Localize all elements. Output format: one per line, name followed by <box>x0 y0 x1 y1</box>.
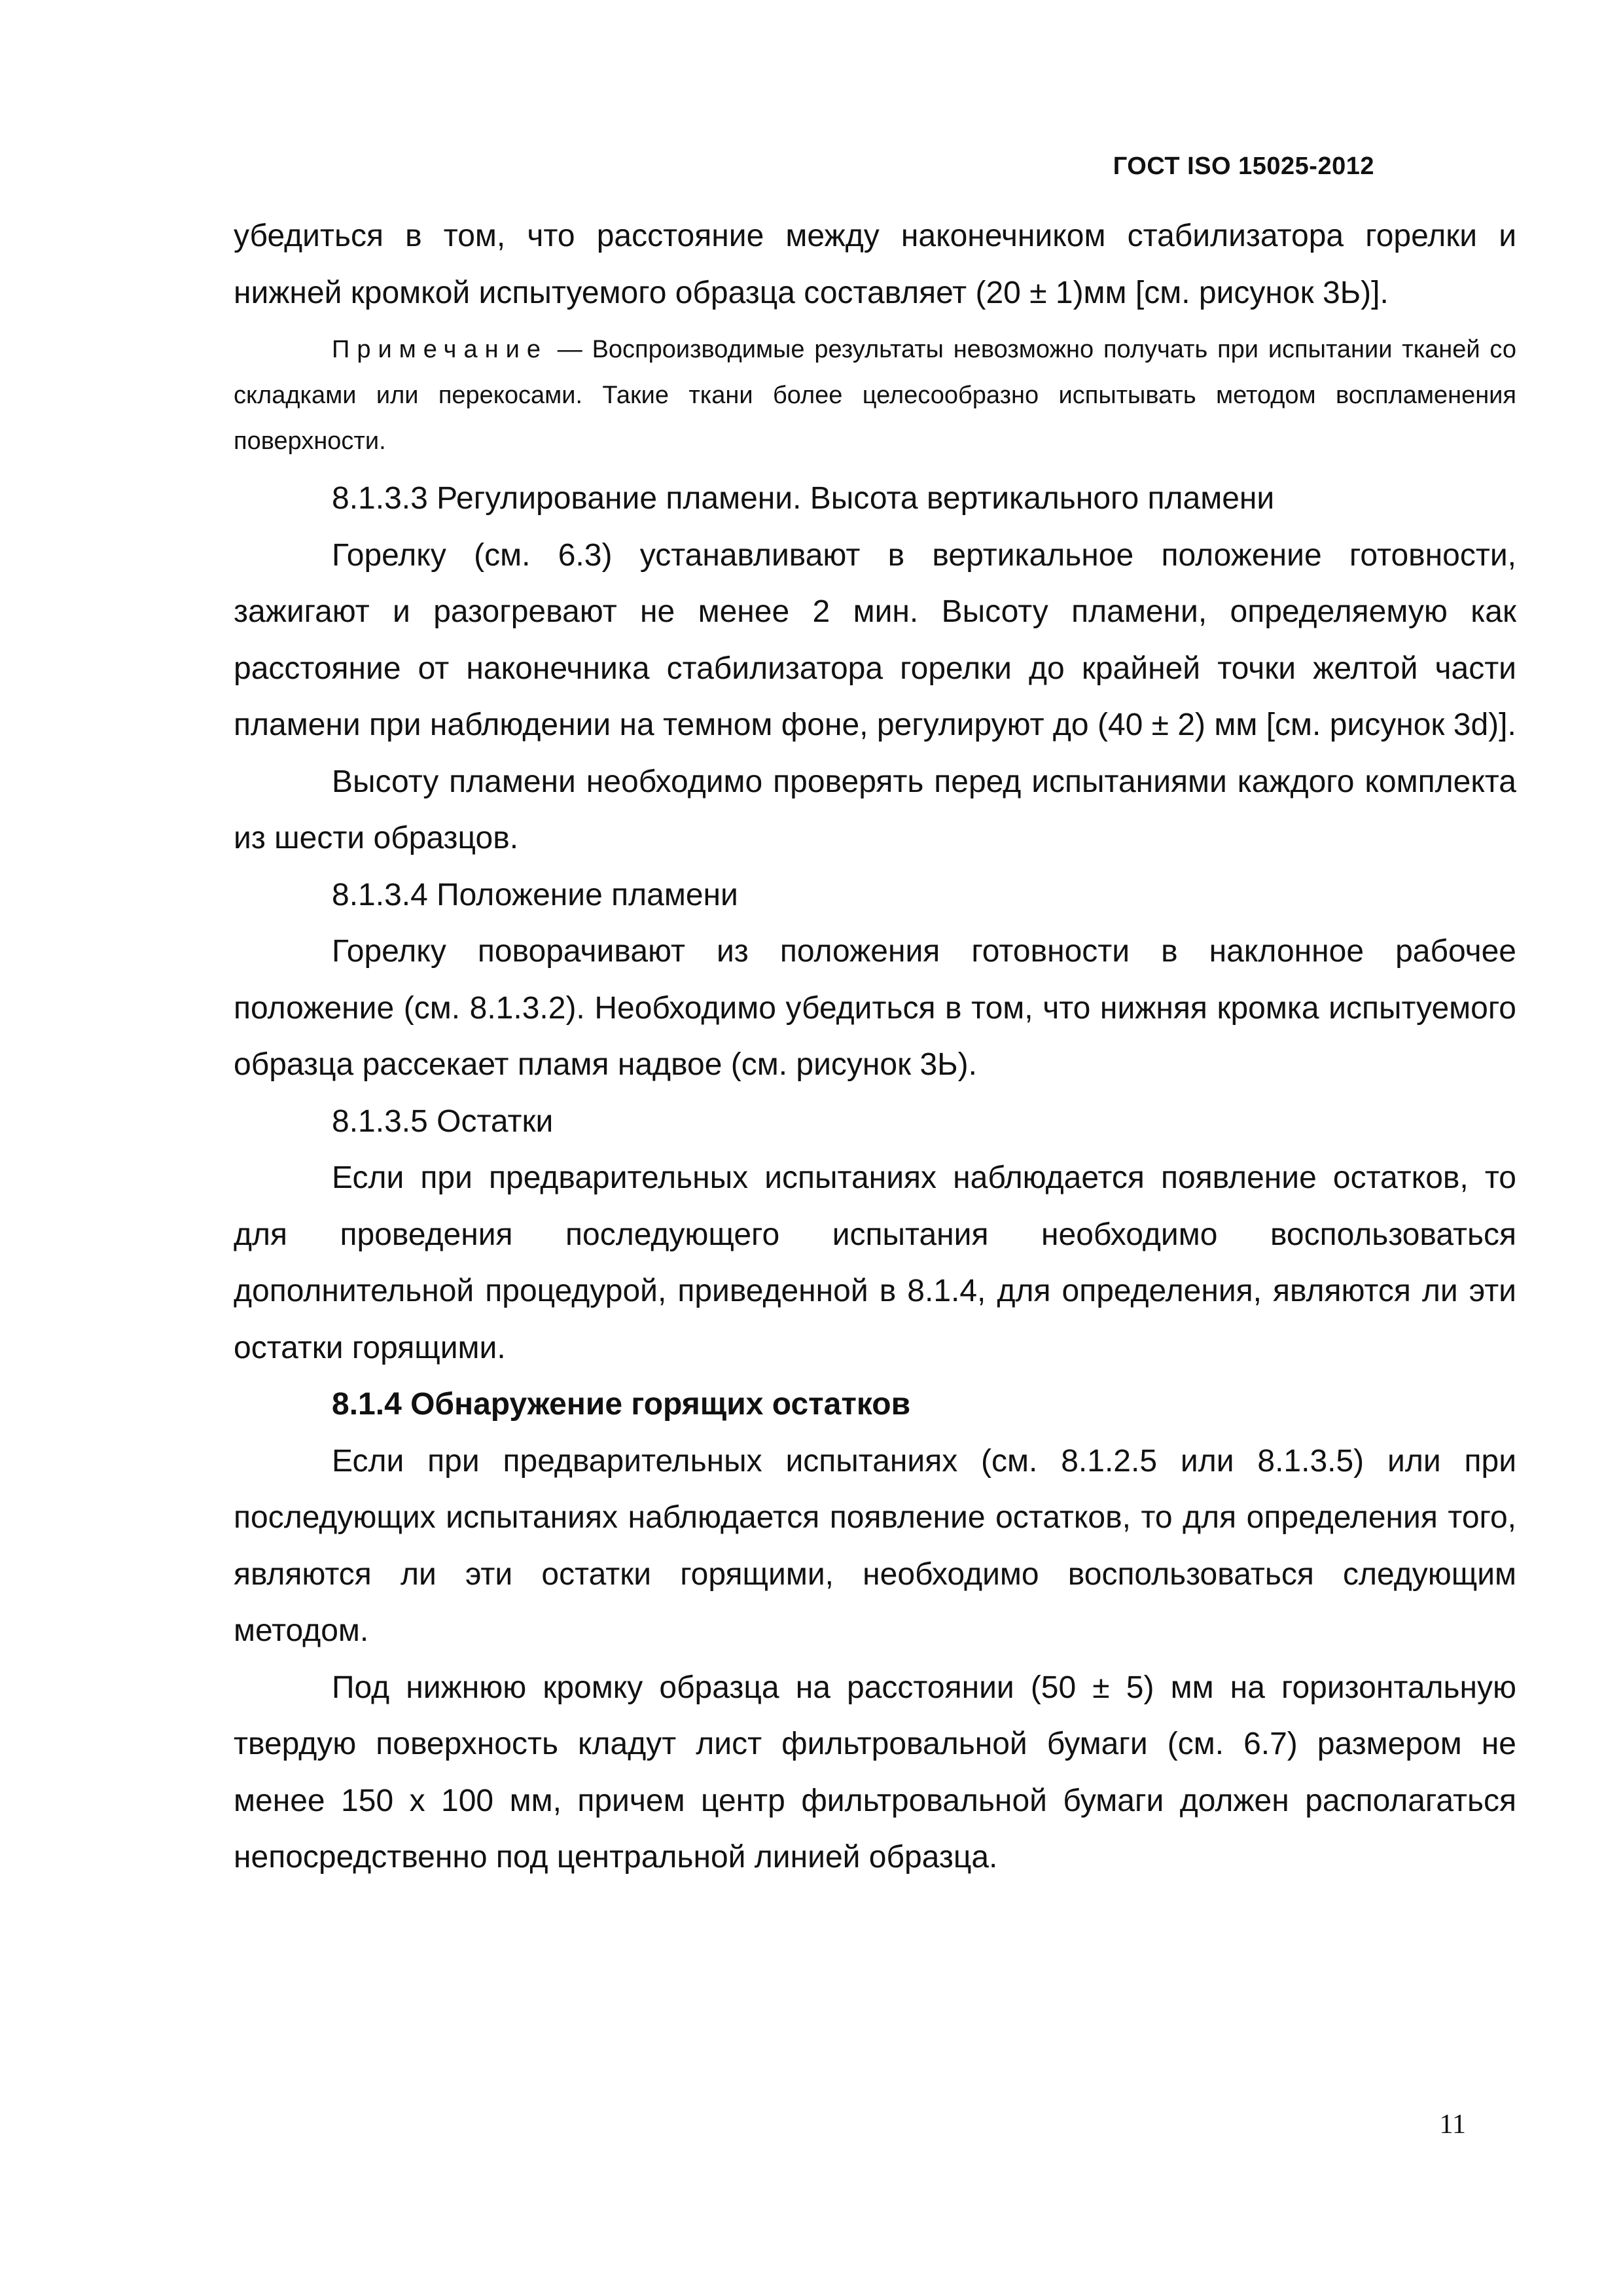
section-8135-title: 8.1.3.5 Остатки <box>332 1103 554 1139</box>
note-label: Примечание <box>332 336 548 363</box>
section-8135-paragraph-1: Если при предварительных испытаниях наблюдается появление остатков, то для проведения последующего испытания необходимо воспользоваться дополнительной процедурой, приведенной в 8.1.4, для определения, являются ли эти остатки горящими. <box>234 1160 1516 1365</box>
section-8133-paragraph-2: Высоту пламени необходимо проверять перед испытаниями каждого комплекта из шести образцов. <box>234 764 1516 855</box>
section-8133-title: 8.1.3.3 Регулирование пламени. Высота вертикального пламени <box>332 481 1275 516</box>
section-8134-title: 8.1.3.4 Положение пламени <box>332 877 738 912</box>
note-text: Воспроизводимые результаты невозможно получать при испытании тканей со складками или перекосами. Такие ткани более целесообразно испытывать методом воспламенения поверхности. <box>234 336 1516 455</box>
section-8134-paragraph-1: Горелку поворачивают из положения готовности в наклонное рабочее положение (см. 8.1.3.2). Необходимо убедиться в том, что нижняя кромка испытуемого образца рассекает пламя надвое (см. рисунок 3Ь). <box>234 934 1516 1082</box>
document-header: ГОСТ ISO 15025-2012 <box>1113 152 1374 180</box>
note-block <box>234 327 1516 464</box>
section-814-paragraph-1: Если при предварительных испытаниях (см. 8.1.2.5 или 8.1.3.5) или при последующих испытаниях наблюдается появление остатков, то для определения того, являются ли эти остатки горящими, необходимо воспользоваться следующим методом. <box>234 1443 1516 1648</box>
section-814-paragraph-2: Под нижнюю кромку образца на расстоянии (50 ± 5) мм на горизонтальную твердую поверхность кладут лист фильтровальной бумаги (см. 6.7) размером не менее 150 х 100 мм, причем центр фильтровальной бумаги должен располагаться непосредственно под центральной линией образца. <box>234 1670 1516 1874</box>
page-number: 11 <box>1439 2109 1466 2140</box>
section-8133-paragraph-1: Горелку (см. 6.3) устанавливают в вертикальное положение готовности, зажигают и разогревают не менее 2 мин. Высоту пламени, определяемую как расстояние от наконечника стабилизатора горелки до крайней точки желтой части пламени при наблюдении на темном фоне, регулируют до (40 ± 2) мм [см. рисунок 3d)]. <box>234 537 1516 742</box>
document-body <box>234 208 1516 1886</box>
intro-paragraph: убедиться в том, что расстояние между наконечником стабилизатора горелки и нижней кромкой испытуемого образца составляет (20 ± 1)мм [см. рисунок 3Ь)]. <box>234 219 1516 310</box>
section-814-heading: 8.1.4 Обнаружение горящих остатков <box>332 1387 911 1422</box>
note-dash: — <box>547 336 592 363</box>
